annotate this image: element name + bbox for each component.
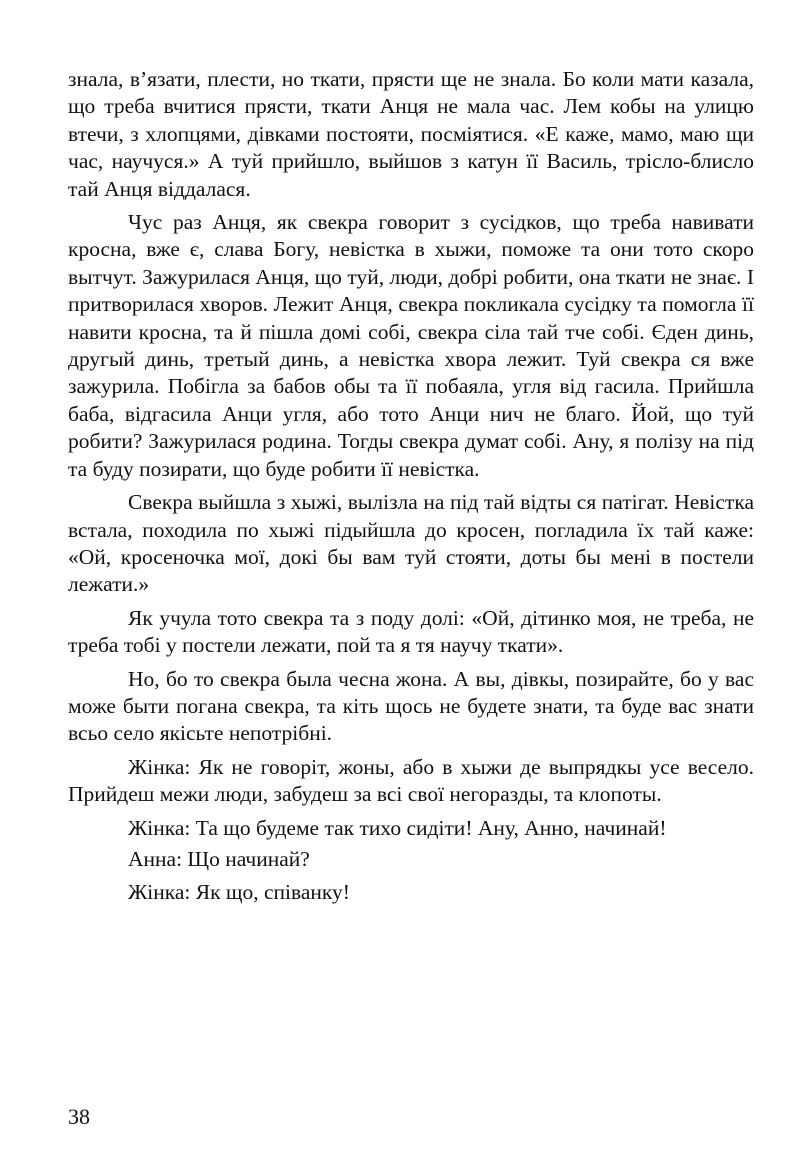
page-body xyxy=(68,66,754,913)
paragraph-3: Свекра выйшла з хыжі, вылізла на під тай відты ся патігат. Невістка встала, походила по хыжі підыйшла до кросен, погладила їх тай каже: «Ой, кросеночка мої, докі бы вам туй стояти, доты бы мені в постели лежати.» xyxy=(68,490,754,597)
dialogue-line-1: Анна: Що начинай? xyxy=(128,846,310,871)
page-number: 38 xyxy=(68,1104,90,1129)
paragraph-6: Жінка: Як не говоріт, жоны, або в хыжи де выпрядкы усе весело. Прийдеш межи люди, забудеш за всі свої негоразды, та клопоты. xyxy=(68,754,754,807)
paragraph-5: Но, бо то свекра была чесна жона. А вы, дівкы, позирайте, бо у вас може быти погана свекра, та кіть щось не будете знати, та буде вас знати всьо село якісьте непотрібні. xyxy=(68,666,754,746)
paragraph-4: Як учула тото свекра та з поду долі: «Ой, дітинко моя, не треба, не треба тобі у постели лежати, пой та я тя научу ткати». xyxy=(68,605,754,658)
dialogue-line-2: Жінка: Як що, співанку! xyxy=(128,880,350,905)
paragraph-1: знала, в’язати, плести, но ткати, прясти ще не знала. Бо коли мати казала, що треба вчитися прясти, ткати Анця не мала час. Лем кобы на улицю втечи, з хлопцями, дівками постояти, посміятися. «Е каже, мамо, маю щи час, научуся.» А туй прийшло, выйшов з катун її Василь, трісло-блисло тай Анця віддалася. xyxy=(68,67,754,201)
paragraph-7: Жінка: Та що будеме так тихо сидіти! Ану, Анно, начинай! xyxy=(128,815,667,840)
paragraph-2: Чус раз Анця, як свекра говорит з сусідков, що треба навивати кросна, вже є, слава Богу, невістка в хыжи, поможе та они тото скоро вытчут. Зажурилася Анця, що туй, люди, добрі робити, она ткати не знає. І притворилася хворов. Лежит Анця, свекра покликала сусідку та помогла її навити кросна, та й пішла домі собі, свекра сіла тай тче собі. Єден динь, другый динь, третый динь, а невістка хвора лежит. Туй свекра ся вже зажурила. Побігла за бабов обы та її побаяла, угля від гасила. Прийшла баба, відгасила Анци угля, або тото Анци нич не благо. Йой, що туй робити? Зажурилася родина. Тогды свекра думат собі. Ану, я полізу на під та буду позирати, що буде робити її невістка. xyxy=(68,210,754,481)
